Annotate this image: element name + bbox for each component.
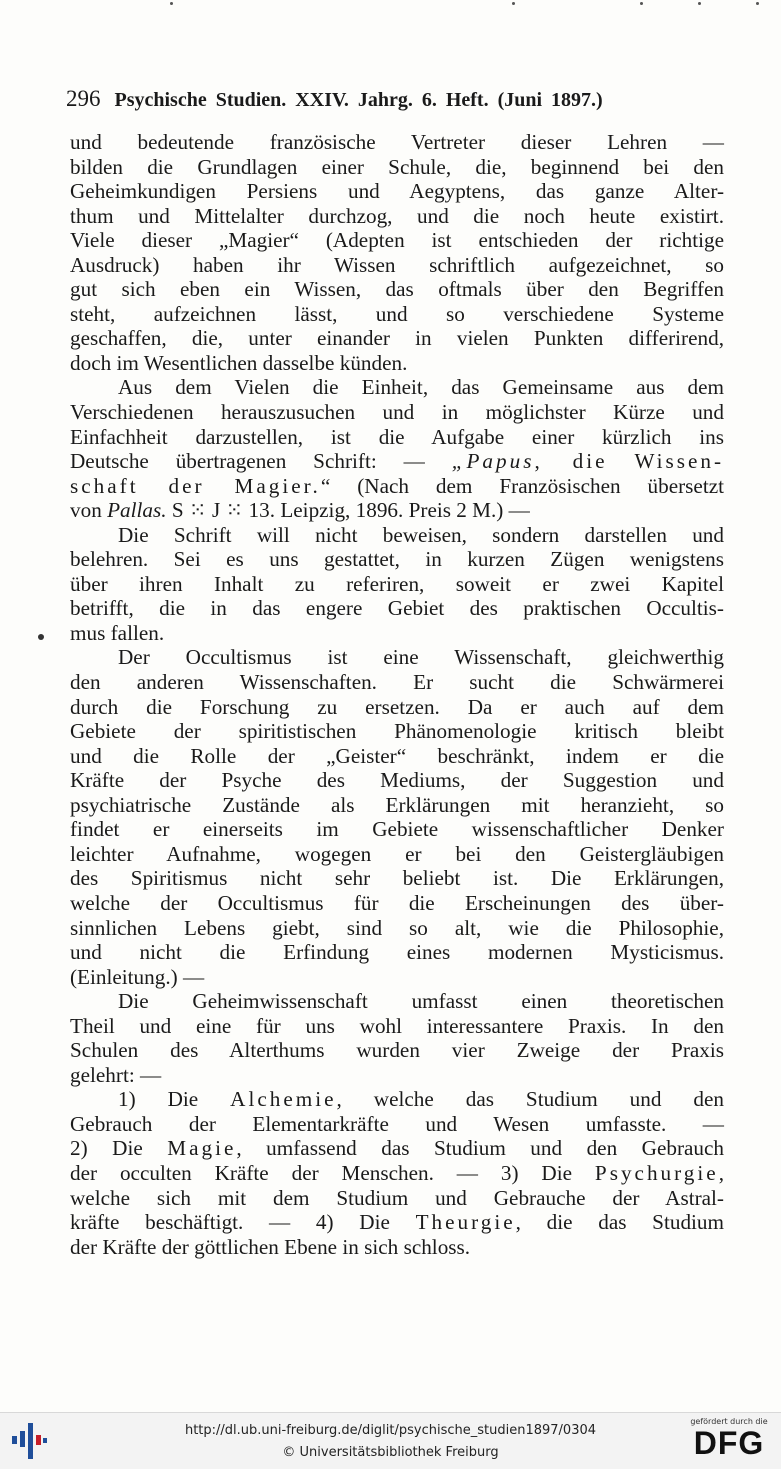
text-run: , die	[534, 449, 608, 474]
text-run: 1) Die	[118, 1087, 199, 1112]
sponsor-tagline: gefördert durch die	[690, 1417, 768, 1426]
text-run: “ (Nach dem Französischen übersetzt	[320, 473, 724, 498]
term-psychurgie: Psychurgie	[594, 1160, 719, 1185]
text-line: durch die Forschung zu ersetzen. Da er auch auf dem	[70, 694, 724, 719]
text-line: Einfachheit darzustellen, ist die Aufgabe einer kürzlich ins	[70, 424, 724, 449]
text-line: Verschiedenen herauszusuchen und in möglichster Kürze und	[70, 400, 724, 425]
text-line: des Spiritismus nicht sehr beliebt ist. Die Erklärungen,	[70, 866, 724, 891]
speck	[756, 2, 759, 5]
text-line: Theil und eine für uns wohl interessantere Praxis. In den	[70, 1013, 724, 1038]
speck	[640, 2, 643, 5]
text-line: gelehrt: —	[70, 1062, 162, 1087]
text-line: betrifft, die in das engere Gebiet des praktischen Occultis-	[70, 596, 724, 621]
text-run: Deutsche übertragenen Schrift: —	[70, 449, 425, 474]
text-line: welche sich mit dem Studium und Gebrauche der Astral-	[70, 1185, 724, 1210]
text-line: und die Rolle der „Geister“ beschränkt, indem er die	[70, 743, 724, 768]
text-line: findet er einerseits im Gebiete wissenschaftlicher Denker	[70, 817, 724, 842]
speck	[698, 2, 701, 5]
text-run: der occulten Kräfte der Menschen. — 3) Die	[70, 1160, 573, 1185]
text-line: (Einleitung.) —	[70, 964, 205, 989]
text-line: Schulen des Alterthums wurden vier Zweige der Praxis	[70, 1038, 724, 1063]
text-line: Viele dieser „Magier“ (Adepten ist entschieden der richtige	[70, 228, 724, 253]
book-title: schaft der Magier.	[70, 473, 321, 498]
text-line	[70, 1161, 724, 1186]
text-line: leichter Aufnahme, wogegen er bei den Geistergläubigen	[70, 841, 724, 866]
text-line	[70, 1210, 724, 1235]
speck	[512, 2, 515, 5]
running-title: Psychische Studien. XXIV. Jahrg. 6. Heft. (Juni 1897.)	[114, 89, 603, 111]
text-line: belehren. Sei es uns gestattet, in kurzen Zügen wenigstens	[70, 547, 724, 572]
text-line: welche der Occultismus für die Erscheinungen des über-	[70, 890, 724, 915]
author-name: „Papus	[451, 449, 535, 474]
text-line: Der Occultismus ist eine Wissenschaft, gleichwerthig	[118, 645, 724, 670]
text-line	[70, 498, 724, 523]
text-line	[70, 1136, 724, 1161]
term-alchemie: Alchemie	[230, 1087, 337, 1112]
text-line: über ihren Inhalt zu referiren, soweit er zwei Kapitel	[70, 571, 724, 596]
text-line: den anderen Wissenschaften. Er sucht die Schwärmerei	[70, 670, 724, 695]
text-run: , welche das Studium und den	[336, 1087, 724, 1112]
page-number: 296	[66, 86, 101, 111]
text-run: S ⁙ J ⁙ 13. Leipzig, 1896. Preis 2 M.) —	[171, 498, 530, 523]
text-line: thum und Mittelalter durchzog, und die noch heute existirt.	[70, 203, 724, 228]
book-title: Wissen-	[634, 449, 725, 474]
text-run: , umfassend das Studium und den Gebrauch	[236, 1136, 725, 1161]
text-line: Die Geheimwissenschaft umfasst einen theoretischen	[118, 989, 724, 1014]
body-text	[70, 130, 724, 1259]
dfg-logo	[687, 1417, 771, 1465]
dfg-mark: DFG	[693, 1425, 765, 1461]
text-line: Aus dem Vielen die Einheit, das Gemeinsame aus dem	[118, 375, 724, 400]
text-line: Geheimkundigen Persiens und Aegyptens, das ganze Alter-	[70, 179, 724, 204]
copyright-notice: © Universitätsbibliothek Freiburg	[282, 1445, 499, 1460]
text-run: , die das Studium	[515, 1210, 725, 1235]
text-line: steht, aufzeichnen lässt, und so verschiedene Systeme	[70, 301, 724, 326]
text-run: ,	[718, 1160, 724, 1185]
speck	[170, 2, 173, 5]
translator-name: Pallas.	[107, 498, 167, 523]
text-line: und nicht die Erfindung eines modernen Mysticismus.	[70, 940, 724, 965]
text-line: gut sich eben ein Wissen, das oftmals über den Begriffen	[70, 277, 724, 302]
text-line: Gebiete der spiritistischen Phänomenologie kritisch bleibt	[70, 719, 724, 744]
scan-specks	[0, 0, 781, 10]
text-line: psychiatrische Zustände als Erklärungen mit heranzieht, so	[70, 792, 724, 817]
text-line: Die Schrift will nicht beweisen, sondern darstellen und	[118, 522, 724, 547]
text-line: und bedeutende französische Vertreter dieser Lehren —	[70, 130, 724, 154]
term-theurgie: Theurgie	[415, 1210, 516, 1235]
text-run: von	[70, 498, 102, 523]
text-line: Ausdruck) haben ihr Wissen schriftlich aufgezeichnet, so	[70, 252, 724, 277]
term-magie: Magie	[167, 1136, 237, 1161]
text-line: doch im Wesentlichen dasselbe künden.	[70, 350, 408, 375]
text-line: sinnlichen Lebens giebt, sind so alt, wie die Philosophie,	[70, 915, 724, 940]
margin-mark	[38, 634, 44, 640]
source-url-link[interactable]: http://dl.ub.uni-freiburg.de/diglit/psychische_studien1897/0304	[184, 1423, 597, 1438]
text-line: bilden die Grundlagen einer Schule, die, beginnend bei den	[70, 154, 724, 179]
running-header	[66, 86, 726, 114]
text-run: 2) Die	[70, 1136, 143, 1161]
text-line	[70, 449, 724, 474]
text-run: kräfte beschäftigt. — 4) Die	[70, 1210, 390, 1235]
text-line: Kräfte der Psyche des Mediums, der Suggestion und	[70, 768, 724, 793]
text-line	[70, 474, 724, 499]
library-footer	[0, 1412, 781, 1469]
text-line: geschaffen, die, unter einander in vielen Punkten differirend,	[70, 326, 724, 351]
text-line: mus fallen.	[70, 620, 165, 645]
text-line: der Kräfte der göttlichen Ebene in sich schloss.	[70, 1234, 471, 1259]
text-line: Gebrauch der Elementarkräfte und Wesen umfasste. —	[70, 1111, 724, 1136]
text-line	[70, 1087, 724, 1112]
